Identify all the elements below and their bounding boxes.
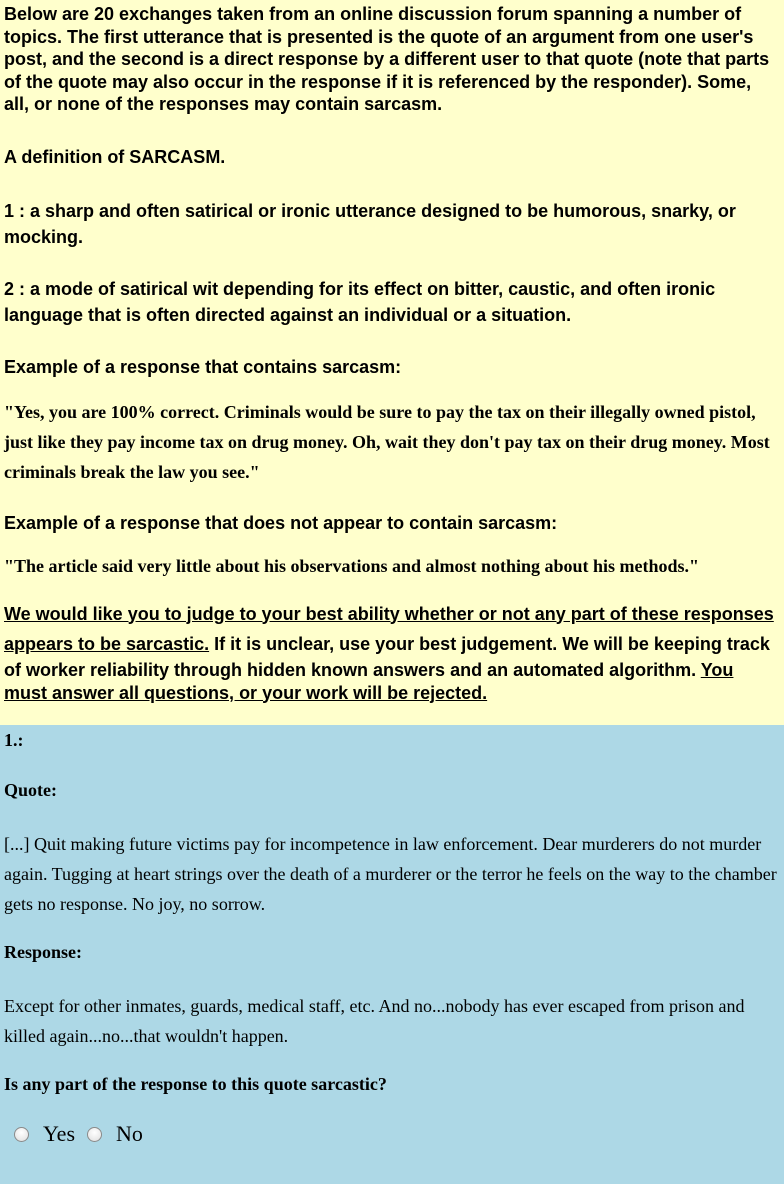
yes-radio[interactable] bbox=[14, 1127, 29, 1142]
yes-label[interactable]: Yes bbox=[43, 1121, 76, 1146]
example-sarcasm-text: "Yes, you are 100% correct. Criminals would be sure to pay the tax on their illegally owned pistol, just like they pay income tax on drug money. Oh, wait they don't pay tax on their drug money. Most criminals break the law you see." bbox=[4, 401, 770, 482]
quote-text: [...] Quit making future victims pay for incompetence in law enforcement. Dear murderers do not murder again. Tugging at heart strings over the death of a murderer or the terror he feels on the way to the chamber gets no response. No joy, no sorrow. bbox=[4, 834, 777, 914]
definition-2: 2 : a mode of satirical wit depending for its effect on bitter, caustic, and often ironic language that is often directed against an individual or a situation. bbox=[4, 278, 716, 325]
example-nonsarcasm-title: Example of a response that does not appear to contain sarcasm: bbox=[4, 512, 558, 533]
no-radio[interactable] bbox=[87, 1127, 102, 1142]
instruction-underlined-1: We would like you to judge to your best ability whether or not any part of these responses appears to be sarcastic. bbox=[4, 603, 774, 654]
response-label: Response: bbox=[4, 942, 83, 962]
intro-paragraph: Below are 20 exchanges taken from an online discussion forum spanning a number of topics. The first utterance that is presented is the quote of an argument from one user's post, and the second is a direct response by a different user to that quote (note that parts of the quote may also occur in the response if it is referenced by the responder). Some, all, or none of the responses may contain sarcasm. bbox=[4, 4, 770, 114]
instruction-underlined-2: You must answer all questions, or your work will be rejected. bbox=[4, 659, 734, 703]
question-panel bbox=[0, 725, 784, 1184]
quote-label: Quote: bbox=[4, 780, 57, 800]
example-sarcasm-title: Example of a response that contains sarcasm: bbox=[4, 356, 402, 377]
instruction-plain: If it is unclear, use your best judgement. We will be keeping track of worker reliability through hidden known answers and an automated algorithm. bbox=[4, 633, 770, 680]
response-text: Except for other inmates, guards, medical staff, etc. And no...nobody has ever escaped from prison and killed again...no...that wouldn't happen. bbox=[4, 996, 745, 1046]
question-number: 1.: bbox=[4, 730, 24, 750]
instruction-paragraph bbox=[4, 599, 780, 705]
question-prompt: Is any part of the response to this quote sarcastic? bbox=[4, 1074, 387, 1094]
no-label[interactable]: No bbox=[116, 1121, 143, 1146]
definition-title: A definition of SARCASM. bbox=[4, 146, 226, 167]
example-nonsarcasm-text: "The article said very little about his observations and almost nothing about his methods." bbox=[4, 555, 700, 576]
definition-1: 1 : a sharp and often satirical or ironic utterance designed to be humorous, snarky, or mocking. bbox=[4, 200, 736, 247]
answer-options bbox=[4, 1121, 780, 1147]
